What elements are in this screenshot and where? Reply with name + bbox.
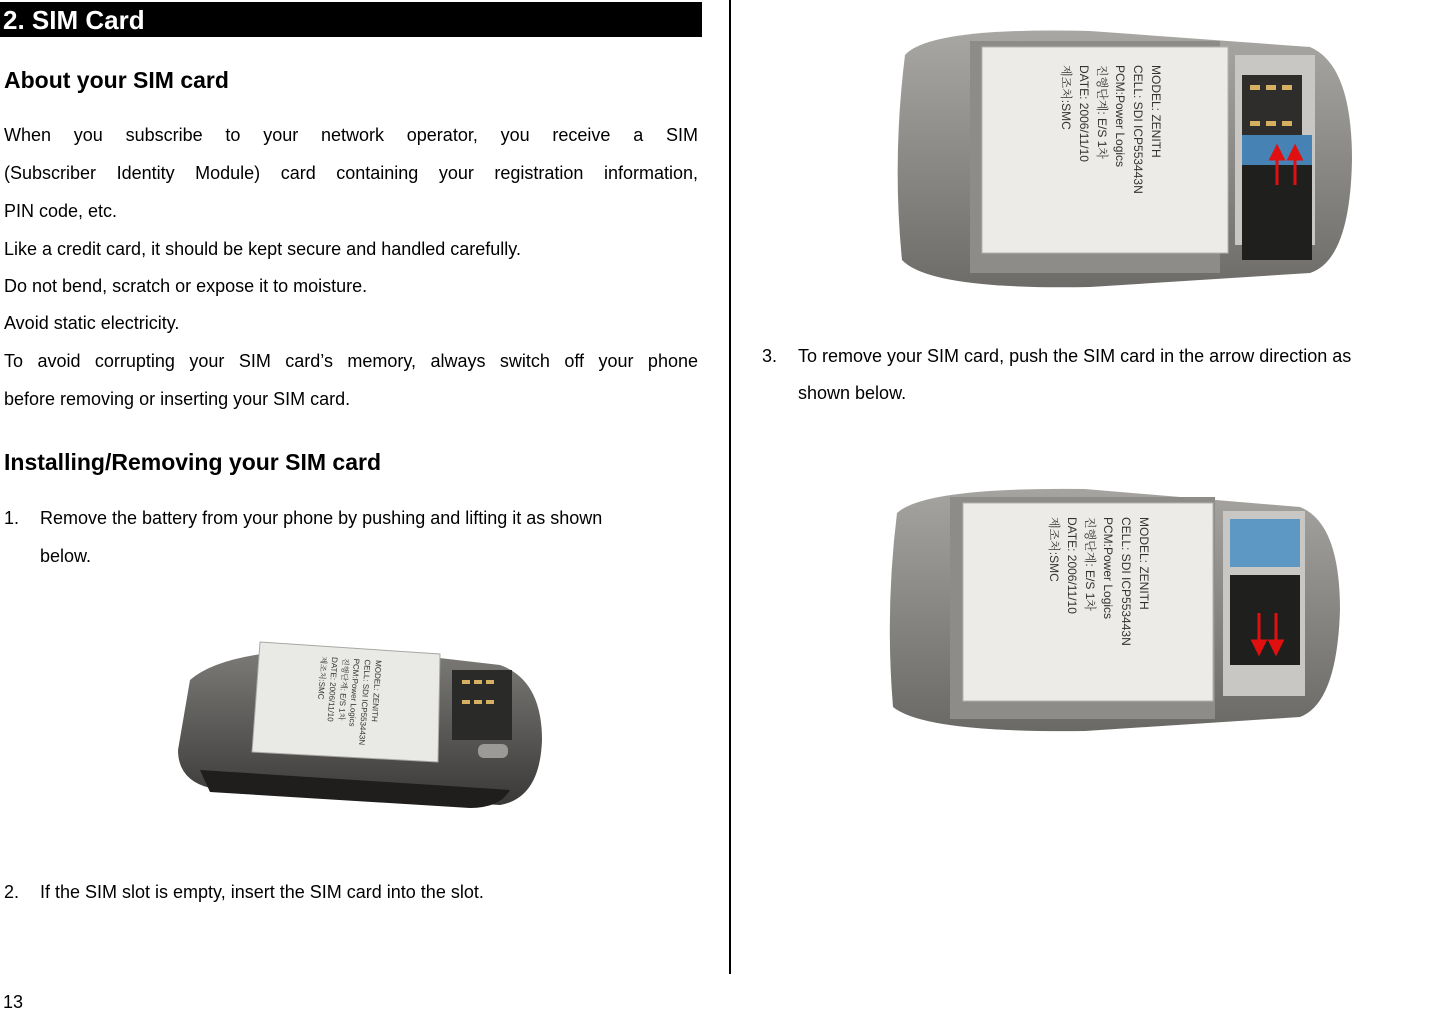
label-stage: 진행단계: E/S 1차 <box>1095 65 1109 159</box>
label-maker: 제조처:SMC <box>1047 517 1061 582</box>
label-pcm: PCM:Power Logics <box>1113 65 1127 168</box>
sim-card <box>1230 575 1300 665</box>
label-stage: 진행단계: E/S 1차 <box>1083 517 1097 611</box>
label-stage: 진행단계: E/S 1차 <box>336 657 351 721</box>
sim-insert-photo <box>890 25 1360 295</box>
about-credit-line: Like a credit card, it should be kept secure and handled carefully. <box>4 239 521 259</box>
about-para2-line1: To avoid corrupting your SIM card’s memory, always switch off your phone <box>4 351 698 371</box>
step1-number: 1. <box>4 508 20 528</box>
label-cell: CELL: SDI ICP553443N <box>1119 517 1133 646</box>
step3-line2: shown below. <box>798 383 907 403</box>
about-para1-line3: PIN code, etc. <box>4 201 118 221</box>
label-model: MODEL: ZENITH <box>1137 517 1151 610</box>
step2 <box>4 873 704 911</box>
about-bend-line: Do not bend, scratch or expose it to moisture. <box>4 276 368 296</box>
label-date: DATE: 2006/11/10 <box>1077 65 1091 162</box>
about-para1-line1: When you subscribe to your network operator, you receive a SIM <box>4 125 698 145</box>
section-title: 2. SIM Card <box>0 2 702 37</box>
label-date: DATE: 2006/11/10 <box>325 656 340 722</box>
step3-text: To remove your SIM card, push the SIM card in the arrow direction as <box>798 346 1352 366</box>
slot-latch <box>478 744 508 758</box>
step2-text: If the SIM slot is empty, insert the SIM card into the slot. <box>40 882 484 902</box>
step3-number: 3. <box>762 346 778 366</box>
step2-number: 2. <box>4 882 20 902</box>
battery-removal-photo <box>170 640 550 815</box>
page-number: 13 <box>3 992 24 1012</box>
column-divider <box>729 0 731 974</box>
label-cell: CELL: SDI ICP553443N <box>357 659 373 746</box>
step1-line2: below. <box>40 546 92 566</box>
step3 <box>762 337 1456 375</box>
about-para2-line2: before removing or inserting your SIM card. <box>4 389 351 409</box>
step1 <box>4 499 704 537</box>
about-para1-line2: (Subscriber Identity Module) card containing your registration information, <box>4 163 698 183</box>
label-pcm: PCM:Power Logics <box>347 658 362 727</box>
sim-slot-blue <box>1230 519 1300 567</box>
label-maker: 제조처:SMC <box>1059 65 1073 130</box>
label-cell: CELL: SDI ICP553443N <box>1131 65 1145 194</box>
label-model: MODEL: ZENITH <box>369 659 383 723</box>
install-heading: Installing/Removing your SIM card <box>4 449 382 475</box>
about-heading: About your SIM card <box>4 67 229 93</box>
label-date: DATE: 2006/11/10 <box>1065 517 1079 614</box>
label-pcm: PCM:Power Logics <box>1101 517 1115 620</box>
sim-remove-photo <box>885 485 1345 735</box>
about-static-line: Avoid static electricity. <box>4 313 180 333</box>
step1-text: Remove the battery from your phone by pushing and lifting it as shown <box>40 508 603 528</box>
label-model: MODEL: ZENITH <box>1149 65 1163 158</box>
label-maker: 제조처:SMC <box>316 656 329 700</box>
